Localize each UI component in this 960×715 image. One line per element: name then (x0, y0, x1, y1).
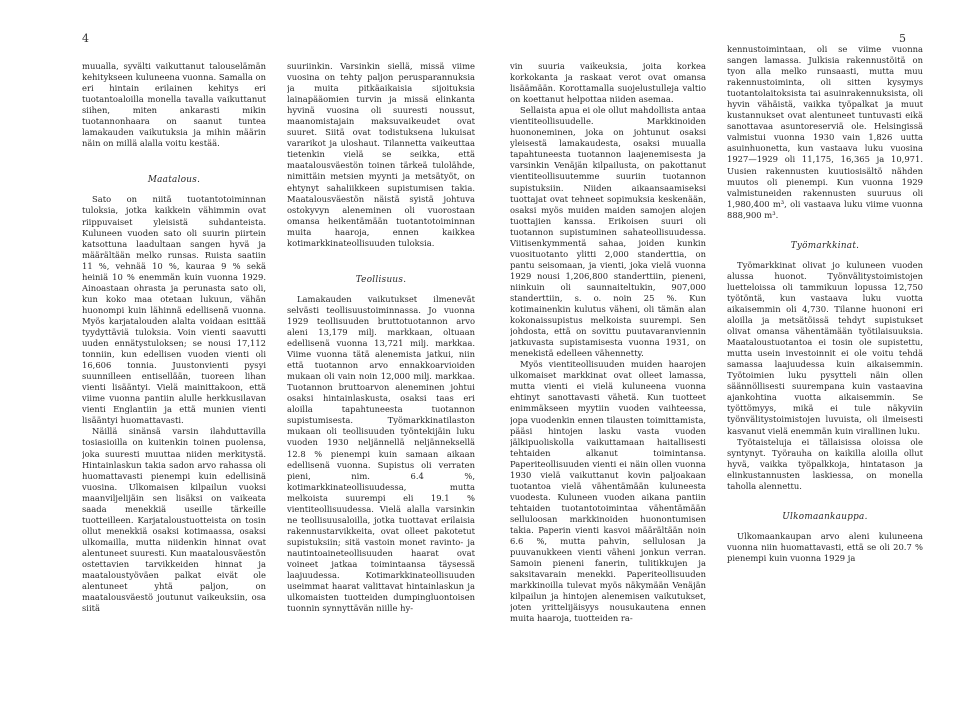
paragraph: vin suuria vaikeuksia, joita korkea korkokanta ja raskaat verot ovat omansa lisäämään. Korottamalla suojelustulleja valtio on koettanut helpottaa niiden asemaa. (510, 61, 706, 105)
text-column-4 (727, 44, 923, 684)
paragraph: kennustoimintaan, oli se viime vuonna sangen lamassa. Julkisia rakennustöitä on tyon alla melko runsaasti, mutta muu rakennustoiminta, oli sitten kysymys tuotantolaitoksista tai asuinrakennuksista, oli hyvin vähäistä, vaikka työpalkat ja muut kustannukset ovat alentuneet tuntuvasti eikä sanottavaa asuntoreserviä ole. Helsingissä valmistui vuonna 1930 vain 1,826 uutta asuinhuonetta, kun vastaava luku vuosina 1927—1929 oli 11,175, 16,365 ja 10,971. Uusien rakennusten kuutiosisältö nähden muutos oli pienempi. Kun vuonna 1929 valmistuneiden rakennusten suuruus oli 1,980,400 m³, oli vastaava luku viime vuonna 888,900 m³. (727, 44, 923, 220)
paragraph: Lamakauden vaikutukset ilmenevät selvästi teollisuustoiminnassa. Jo vuonna 1929 teollisuuden bruttotuotannon arvo aleni 13,179 milj. markkaan, oltuaan edellisenä vuonna 13,721 milj. markkaa. Viime vuonna tätä alenemista jatkui, niin että tuotannon arvo ennakkoarvioiden mukaan oli vain noin 12,000 milj. markkaa. Tuotannon bruttoarvon aleneminen johtui osaksi hintainlaskusta, osaksi taas eri aloilla tapahtuneesta tuotannon supistumisesta. Työmarkkinatilaston mukaan oli teollisuuden työntekijäin luku vuoden 1930 neljännellä neljänneksellä 12.8 % pienempi kuin samaan aikaan edellisenä vuonna. Supistus oli verraten pieni, nim. 6.4 %, kotimarkkinateollisuudessa, mutta melkoista suurempi eli 19.1 % vientiteollisuudessa. Vielä alalla varsinkin ne teollisuusaloilla, jotka tuottavat erilaisia rakennustarvikkeita, ovat olleet pakotetut supistuksiin; sitä vastoin monet ravinto- ja nautintoaineteollisuuden haarat ovat voineet jatkaa toimintaansa täysessä laajuudessa. Kotimarkkinateollisuuden useimmat haarat valittavat hintainlaskun ja ulkomaisten tuotteiden dumpingluontoisen tuonnin synnyttävän niille hy- (287, 293, 475, 614)
paragraph: suuriinkin. Varsinkin siellä, missä viime vuosina on tehty paljon perusparannuksia ja muita pitkäaikaisia sijoituksia lainapääomien turvin ja missä elinkanta hyvinä vuosina oli suuresti noussut, maanomistajain maksuvaikeudet ovat suuret. Siitä ovat todistuksena lukuisat vararikot ja uloshaut. Tilannetta vaikeuttaa tietenkin vielä se seikka, että maatalousväestön toinen tärkeä tulolähde, nimittäin metsien myynti ja metsätyöt, on ehtynyt sahaliikkeen supistumisen takia. Maatalousväestön näistä syistä johtuva ostokyvyn aleneminen oli vuorostaan omansa heikentämään tuotantotoiminnan muita haaroja, ennen kaikkea kotimarkkinateollisuuden tuloksia. (287, 61, 475, 248)
section-heading-teollisuus: Teollisuus. (355, 274, 407, 285)
paragraph: muualla, syvälti vaikuttanut talouselämän kehitykseen kuluneena vuonna. Samalla on eri hintain erilainen kehitys eri tuotantoaloilla monella tavalla vaikuttanut siihen, miten ankarasti mikin tuotannonhaara on saanut tuntea lamakauden vaikutuksia ja mihin määrin näin on millä alalla voitu kestää. (82, 61, 266, 149)
page-number-left: 4 (82, 32, 89, 45)
section-heading-tyomarkkinat: Työmarkkinat. (790, 240, 860, 251)
text-column-1 (82, 61, 266, 701)
page-number-right: 5 (899, 32, 906, 45)
paragraph: Sellaista apua ei ole ollut mahdollista antaa vientiteollisuudelle. Markkinoiden huononeminen, joka on johtunut osaksi yleisestä lamakaudesta, osaksi muualla tapahtuneesta tuotannon laajenemisesta ja varsinkin Venäjän kilpailusta, on pakottanut vientiteollisuutemme suuriin tuotannon supistuksiin. Niiden aikaansaamiseksi tuottajat ovat tehneet sopimuksia keskenään, osaksi myös muiden maiden samojen alojen tuottajien kanssa. Erikoisen suuri oli tuotannon supistuminen sahateollisuudessa. Viitisenkymmentä sahaa, joiden kunkin vuosituotanto ylitti 2,000 standerttia, on pantu seisomaan, ja vienti, joka vielä vuonna 1929 nousi 1,206,800 standerttiin, pieneni, niinkuin oli saunnaiteltukin, 907,000 standerttiin, s. o. noin 25 %. Kun kotimainenkin kulutus väheni, oli tämän alan kokonaissupistus melkoista suurempi. Sen johdosta, että on sovittu puutavaranviennin jatkuvasta supistamisesta vuonna 1931, on menekistä edelleen vähennetty. (510, 105, 706, 359)
section-heading-maatalous: Maatalous. (147, 175, 201, 186)
paragraph: Työmarkkinat olivat jo kuluneen vuoden alussa huonot. Työnvälitystoimistojen luetteloissa oli tammikuun lopussa 12,750 työtöntä, kun vastaava luku vuotta aikaisemmin oli 4,730. Tilanne huononi eri aloilla ja metsätöissä tehdyt supistukset olivat omansa vähentämään työtilaisuuksia. Maataloustuotantoa ei tosin ole supistettu, mutta usein investoinnit ei ole voitu tehdä samassa laajuudessa kuin aikaisemmin. Työtoimien luku pysytteli näin ollen säännöllisesti suurempana kuin vastaavina ajankohtina vuotta aikaisemmin. Se työttömyys, mikä ei tule näkyviin työnvälitystoimistojen luvuista, oli ilmeisesti kasvanut vielä enemmän kuin virallinen luku. (727, 259, 923, 436)
paragraph: Näillä sinänsä varsin ilahduttavilla tosiasioilla on kuitenkin toinen puolensa, joka suuresti muuttaa niiden merkitystä. Hintainlaskun takia sadon arvo rahassa oli huomattavasti pienempi kuin edellisinä vuosina. Ulkomaisen kilpailun vuoksi maanviljelijäin sen lisäksi on vaikeata saada menekkiä useille tärkeille tuotteilleen. Karjataloustuotteista on tosin ollut menekkiä osaksi kotimaassa, osaksi ulkomailla, mutta niidenkin hinnat ovat alentuneet suuresti. Kun maatalousväestön ostettavien tarvikkeiden hinnat ja maataloustyöväen palkat eivät ole alentuneet yhtä paljon, on maatalousväestö joutunut vaikeuksiin, osa siitä (82, 426, 266, 614)
paragraph: Sato on niitä tuotantotoiminnan tuloksia, jotka kaikkein vähimmin ovat riippuvaiset yleisistä suhdanteista. Kuluneen vuoden sato oli suurin piirtein katsottuna laadultaan sangen hyvä ja määrältään melko runsas. Ruista saatiin 11 %, vehnää 10 %, kauraa 9 % sekä heiniä 10 % enemmän kuin vuonna 1929. Ainoastaan ohrasta ja perunasta sato oli, kun koko maa otetaan lukuun, vähän huonompi kuin lähinnä edellisenä vuonna. Myös karjatalouden alalta voidaan esittää tyydyttäviä tuloksia. Voin vienti saavutti uuden ennätystuloksen; se nousi 17,112 tonniin, kun edellisen vuoden vienti oli 16,606 tonnia. Juustonvienti pysyi suunnilleen entisellään, tuoreen lihan vienti lisääntyi. Vielä mainittakoon, että viime vuonna pantiin alulle herkkusilavan vienti Englantiin ja että munien vienti lisääntyi huomattavasti. (82, 194, 266, 426)
text-column-2 (287, 61, 475, 701)
section-heading-ulkomaankauppa: Ulkomaankauppa. (782, 511, 868, 522)
paragraph: Työtaisteluja ei tällaisissa oloissa ole syntynyt. Työrauha on kaikilla aloilla ollut hyvä, vaikka työpalkkoja, hintatason ja elinkustannusten laskiessa, on monella taholla alennettu. (727, 436, 923, 491)
paragraph: Myös vientiteollisuuden muiden haarojen ulkomaiset markkinat ovat olleet lamassa, mutta vienti ei vielä kuluneena vuonna ehtinyt sanottavasti vähetä. Kun tuotteet enimmäkseen myytiin vuoden vaihteessa, jopa vuodenkin ennen tilausten toimittamista, pääsi hintojen lasku vasta vuoden jälkipuoliskolla vaikuttamaan haitallisesti tehtaiden alkanut toimintansa. Paperiteollisuuden vienti ei näin ollen vuonna 1930 vielä vaikuttanut kovin paljoakaan tuotantoa vielä vähentämään kuluneesta vuodesta. Kuluneen vuoden aikana pantiin tehtaiden tuotantotoimintaa vähentämään selluloosan markkinoiden huonontumisen takia. Paperin vienti kasvoi määrältään noin 6.6 %, mutta pahvin, sellulosan ja puuvanukkeen vienti väheni jonkun verran. Samoin pieneni fanerin, tulitikkujen ja saksitavarain menekki. Paperiteollisuuden markkinoilla tulevat myös näkymään Venäjän kilpailun ja hintojen alenemisen vaikutukset, joten yrittelijäisyys nousukautena ennen muita haaroja, tuotteiden ra- (510, 359, 706, 624)
paragraph: Ulkomaankaupan arvo aleni kuluneena vuonna niin huomattavasti, että se oli 20.7 % pienempi kuin vuonna 1929 ja (727, 530, 923, 563)
text-column-3 (510, 61, 706, 701)
